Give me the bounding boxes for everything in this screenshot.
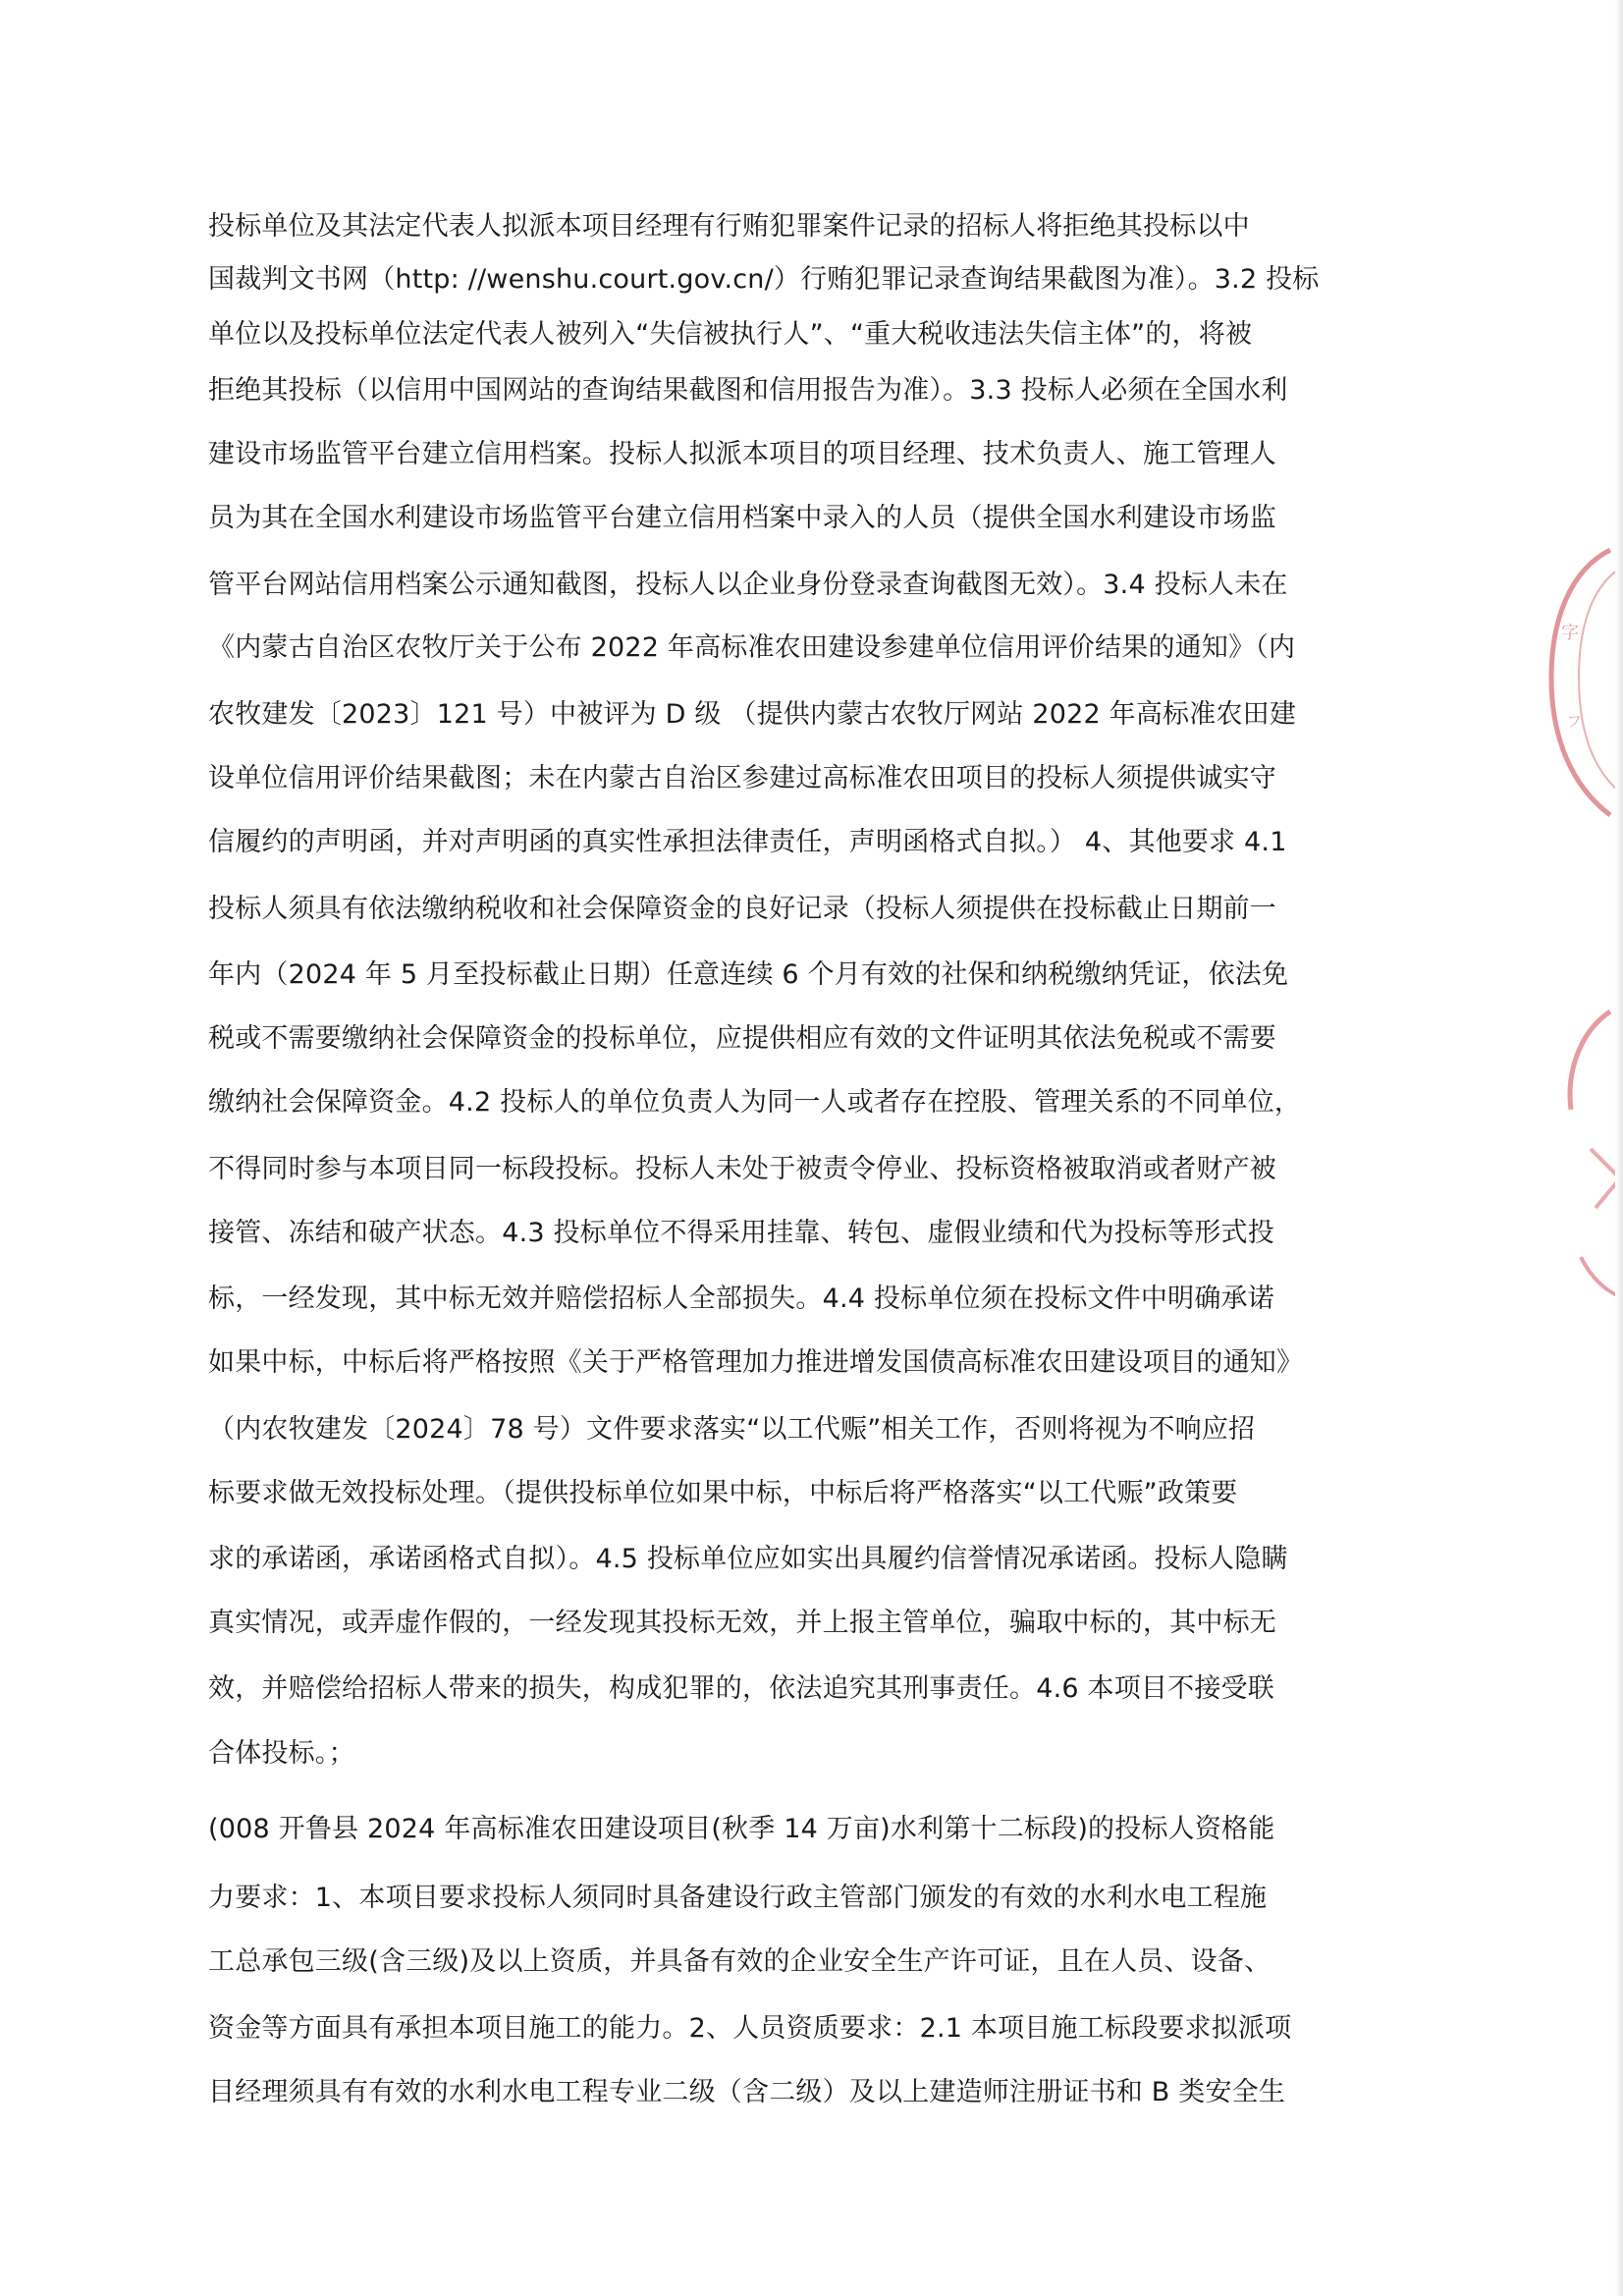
text-line: 投标人须具有依法缴纳税收和社会保障资金的良好记录（投标人须提供在投标截止日期前一 xyxy=(208,894,1276,924)
text-line: 管平台网站信用档案公示通知截图，投标人以企业身份登录查询截图无效）。3.4 投标人未在 xyxy=(208,570,1288,600)
text-line: 员为其在全国水利建设市场监管平台建立信用档案中录入的人员（提供全国水利建设市场监 xyxy=(208,503,1276,533)
text-line: 《内蒙古自治区农牧厅关于公布 2022 年高标准农田建设参建单位信用评价结果的通知》（内 xyxy=(208,632,1296,663)
text-line: 设单位信用评价结果截图；未在内蒙古自治区参建过高标准农田项目的投标人须提供诚实守 xyxy=(208,763,1276,793)
scan-edge xyxy=(1615,0,1623,2296)
text-line: 力要求：1、本项目要求投标人须同时具备建设行政主管部门颁发的有效的水利水电工程施 xyxy=(208,1883,1268,1913)
text-line: 真实情况，或弄虚作假的，一经发现其投标无效，并上报主管单位，骗取中标的，其中标无 xyxy=(208,1608,1276,1638)
text-line: 信履约的声明函，并对声明函的真实性承担法律责任，声明函格式自拟。） 4、其他要求 4.1 xyxy=(208,827,1287,857)
svg-text:字: 字 xyxy=(1561,623,1579,643)
text-line: 求的承诺函，承诺函格式自拟）。4.5 投标单位应如实出具履约信誉情况承诺函。投标人隐瞒 xyxy=(208,1544,1288,1574)
seal-stamp-icon xyxy=(1512,530,1623,923)
text-line: 投标单位及其法定代表人拟派本项目经理有行贿犯罪案件记录的招标人将拒绝其投标以中 xyxy=(208,211,1250,242)
text-line: （内农牧建发〔2024〕78 号）文件要求落实“以工代赈”相关工作，否则将视为不响应招 xyxy=(208,1414,1256,1445)
text-line: 税或不需要缴纳社会保障资金的投标单位，应提供相应有效的文件证明其依法免税或不需要 xyxy=(208,1023,1276,1054)
seal-stamp-icon xyxy=(1542,1002,1623,1316)
text-line: 如果中标，中标后将严格按照《关于严格管理加力推进增发国债高标准农田建设项目的通知》 xyxy=(208,1347,1304,1378)
text-line: 接管、冻结和破产状态。4.3 投标单位不得采用挂靠、转包、虚假业绩和代为投标等形式投 xyxy=(208,1218,1274,1248)
text-line: 效，并赔偿给招标人带来的损失，构成犯罪的，依法追究其刑事责任。4.6 本项目不接受联 xyxy=(208,1673,1274,1704)
text-line: 合体投标。； xyxy=(208,1738,355,1769)
text-line: 拒绝其投标（以信用中国网站的查询结果截图和信用报告为准）。3.3 投标人必须在全国水利 xyxy=(208,375,1288,406)
text-line: 年内（2024 年 5 月至投标截止日期）任意连续 6 个月有效的社保和纳税缴纳凭证，依法免 xyxy=(208,959,1289,990)
text-line: 目经理须具有有效的水利水电工程专业二级（含二级）及以上建造师注册证书和 B 类安全生 xyxy=(208,2077,1286,2107)
text-line: 工总承包三级(含三级)及以上资质，并具备有效的企业安全生产许可证，且在人员、设备、 xyxy=(208,1946,1271,1977)
text-line: (008 开鲁县 2024 年高标准农田建设项目(秋季 14 万亩)水利第十二标段)的投标人资格能 xyxy=(208,1814,1275,1844)
text-line: 资金等方面具有承担本项目施工的能力。2、人员资质要求：2.1 本项目施工标段要求拟派项 xyxy=(208,2013,1292,2044)
text-line: 标要求做无效投标处理。（提供投标单位如果中标，中标后将严格落实“以工代赈”政策要 xyxy=(208,1478,1238,1508)
text-line: 农牧建发〔2023〕121 号）中被评为 D 级 （提供内蒙古农牧厅网站 2022 年高标准农田建 xyxy=(208,699,1297,730)
svg-text:フ: フ xyxy=(1566,712,1583,731)
text-line: 国裁判文书网（http: //wenshu.court.gov.cn/）行贿犯罪记录查询结果截图为准）。3.2 投标 xyxy=(208,264,1320,295)
text-line: 单位以及投标单位法定代表人被列入“失信被执行人”、“重大税收违法失信主体”的，将被 xyxy=(208,319,1253,350)
text-line: 建设市场监管平台建立信用档案。投标人拟派本项目的项目经理、技术负责人、施工管理人 xyxy=(208,439,1276,469)
text-line: 标，一经发现，其中标无效并赔偿招标人全部损失。4.4 投标单位须在投标文件中明确承诺 xyxy=(208,1284,1274,1314)
text-line: 不得同时参与本项目同一标段投标。投标人未处于被责令停业、投标资格被取消或者财产被 xyxy=(208,1154,1276,1184)
text-line: 缴纳社会保障资金。4.2 投标人的单位负责人为同一人或者存在控股、管理关系的不同单位， xyxy=(208,1087,1302,1118)
